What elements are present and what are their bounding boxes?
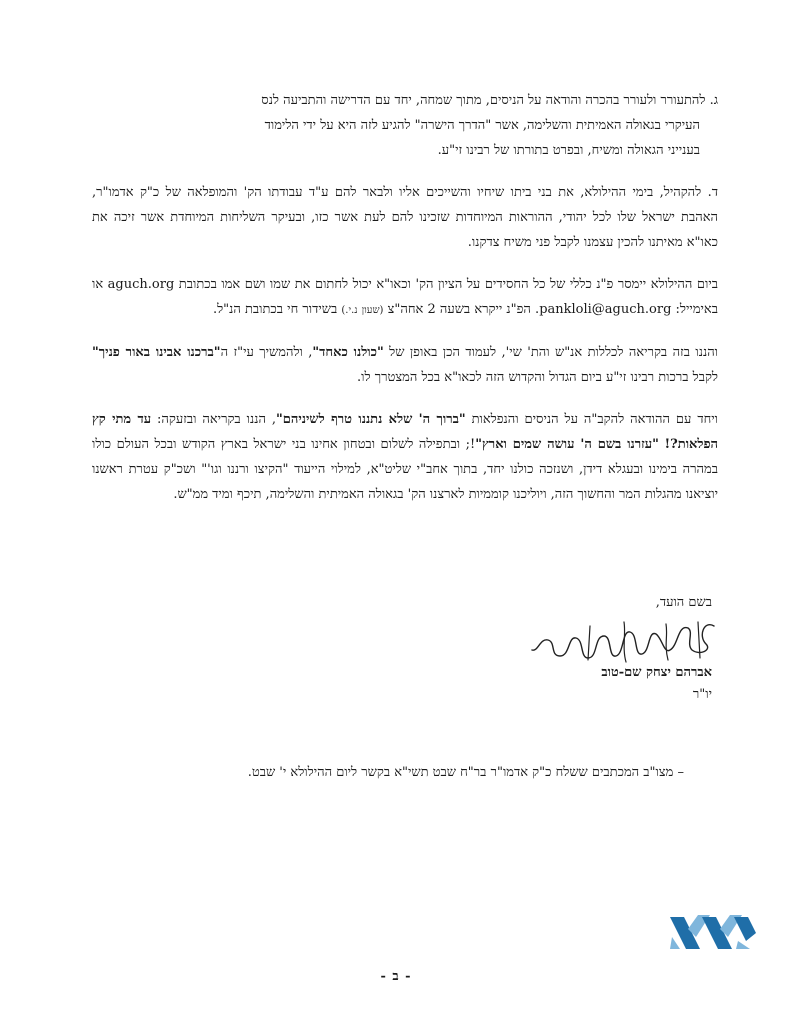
paragraph-5-bold-3: "עזרנו בשם ה' עושה שמים וארץ" bbox=[475, 437, 659, 452]
paragraph-3-small-2: נ.י.) bbox=[341, 305, 358, 316]
paragraph-prayer bbox=[92, 407, 718, 507]
paragraph-3-text-b: בשידור חי בכתובת הנ"ל. bbox=[212, 302, 338, 317]
paragraph-4-bold-1: "כולנו כאחד" bbox=[312, 345, 384, 360]
paragraph-5-bold-2: עד מתי קץ הפלאות?! bbox=[92, 412, 719, 452]
paragraph-d bbox=[92, 180, 718, 255]
signatory-title: יו"ר bbox=[692, 687, 712, 702]
signature-on-behalf: בשם הועד, bbox=[655, 595, 712, 610]
logo-mark bbox=[670, 915, 756, 949]
paragraph-5-text-b: , הננו בקריאה ובזעקה: bbox=[151, 412, 277, 427]
paragraph-g-line1: ג. להתעורר ולעורר בהכרה והודאה על הניסים, מתוך שמחה, יחד עם הדרישה והתביעה לנס bbox=[261, 93, 718, 108]
paragraph-g-line3: בענייני הגאולה ומשיח, ובפרט בתורתו של רבינו זי"ע. bbox=[437, 143, 700, 158]
paragraph-3-small-1: (שעון bbox=[361, 305, 384, 316]
paragraph-call bbox=[92, 340, 718, 390]
paragraph-3-text-a: ביום ההילולא יימסר פ"נ כללי של כל החסידים על הציון הק' וכאו"א יכול לחתום את שמו ושם אמו בכתובת aguch.org או באימייל: pankloli@aguch.org. הפ"נ ייקרא בשעה 2 אחה"צ bbox=[92, 277, 719, 317]
paragraph-5-text-d: !; ובתפילה לשלום ובטחון אחינו בני ישראל בארץ הקודש ובכל העולם כולו במהרה בימינו ובעגלא דידן, ושנזכה כולנו יחד, בתוך אחב"י שליט"א, למילוי הייעוד "הקיצו ורננו וגו'" ושכ"ק עטרת ראשנו יוציאנו מהגלות המר והחשוך הזה, ויוליכנו קוממיות לארצנו הק' בגאולה האמיתית והשלימה, תיכף ומיד ממ"ש. bbox=[92, 437, 718, 502]
handwritten-signature bbox=[528, 614, 718, 666]
signature-block bbox=[452, 592, 712, 706]
signatory-name: אברהם יצחק שם-טוב bbox=[601, 665, 712, 680]
paragraph-4-text-a: והננו בזה בקריאה לכללות אנ"ש והת' שי', לעמוד הכן באופן של bbox=[383, 345, 718, 360]
paragraph-d-text: ד. להקהיל, בימי ההילולא, את בני ביתו שיחיו והשייכים אליו ולבאר להם ע"ד עבודתו הק' והמופלאה של כ"ק אדמו"ר, האהבת ישראל שלו לכל יהודי, ההוראות המיוחדות שזכינו להם לעת אשר כזו, ובעיקר השליחות המיוחדת אשר זיכה את כאו"א מאיתנו להכין עצמנו לקבל פני משיח צדקנו. bbox=[92, 185, 718, 250]
paragraph-4-text-c: לקבל ברכות רבינו זי"ע ביום הגדול והקדוש הזה לכאו"א בכל המצטרך לו. bbox=[357, 370, 718, 385]
paragraph-g bbox=[92, 88, 718, 163]
letter-body bbox=[92, 88, 718, 524]
footnote: – מצו"ב המכתבים ששלח כ"ק אדמו"ר בר"ח שבט תשי"א בקשר ליום ההילולא י' שבט. bbox=[247, 765, 684, 780]
paragraph-5-bold-1: "ברוך ה' שלא נתננו טרף לשיניהם" bbox=[276, 412, 466, 427]
paragraph-5-text-a: ויחד עם ההודאה להקב"ה על הניסים והנפלאות bbox=[465, 412, 718, 427]
page-number: - ב - bbox=[380, 969, 412, 984]
organization-logo bbox=[666, 907, 758, 957]
paragraph-4-text-b: , ולהמשיך עי"ז ה bbox=[220, 345, 313, 360]
paragraph-yahrzeit-notice bbox=[92, 272, 718, 323]
paragraph-g-line2: העיקרי בגאולה האמיתית והשלימה, אשר "הדרך הישרה" להגיע לזה היא על ידי הלימוד bbox=[264, 118, 700, 133]
paragraph-4-bold-2: "ברכנו אבינו באור פניך" bbox=[92, 345, 221, 360]
